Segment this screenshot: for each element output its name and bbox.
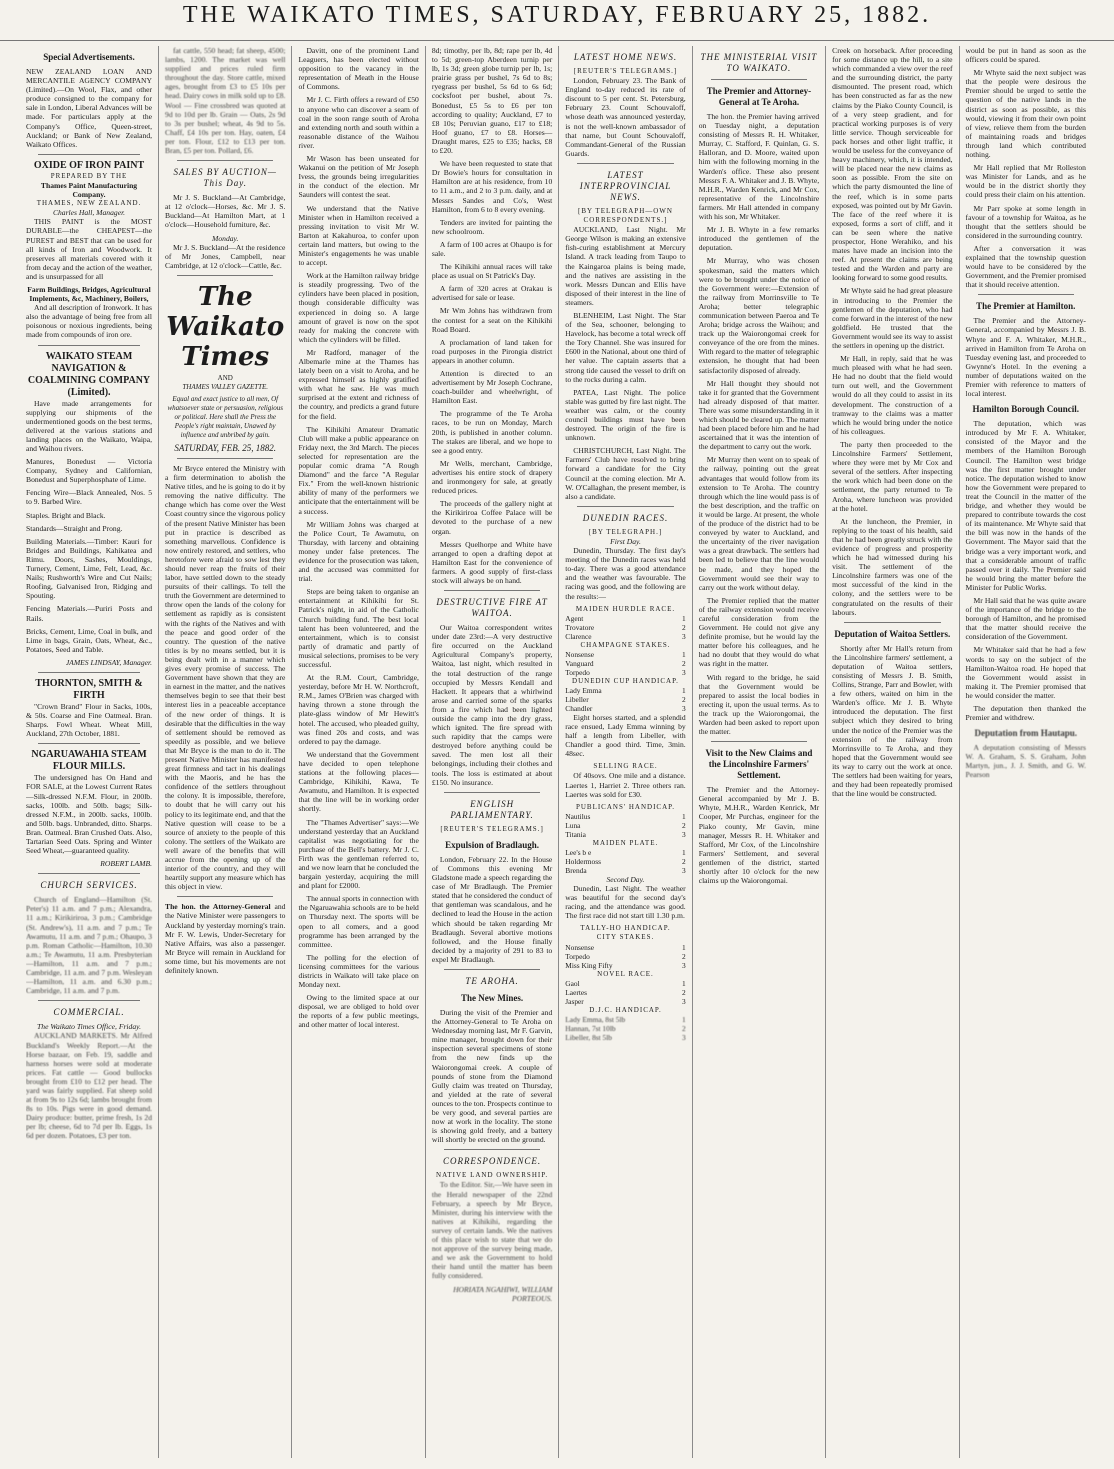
news-item: Davitt, one of the prominent Land Leaguers, has been elected without opposition to the vacancy in the representation of Meath in the House of Commons. bbox=[298, 46, 419, 92]
ad-ngaruawahia-signature: ROBERT LAMB. bbox=[100, 859, 153, 869]
christchurch-news: CHRISTCHURCH, Last Night. The Farmers' Club have resolved to bring forward a candidate for the City Council at the coming election. Mr A. W. O'Callaghan, the present member, is also a candidate. bbox=[565, 446, 686, 501]
race-result-row: Trovatore 2 bbox=[565, 622, 686, 632]
race-result-row: Brenda 3 bbox=[565, 865, 686, 875]
race-result-row: Gaol 1 bbox=[565, 978, 686, 988]
race-title: TALLY-HO HANDICAP. bbox=[580, 924, 671, 933]
divider bbox=[38, 345, 140, 346]
race-result-row: Miss King Fifty 3 bbox=[565, 960, 686, 970]
ministerial-body: Mr Murray, who was chosen spokesman, said the matters which were to be brought under the notice of the Government were:—Extension of the railway from Morrinsville to Te Aroha; better telegraphic communication between Paeroa and Te Aroha; bridge across the Waihou; and track up the Waiorongomai creek for conveyance of the ore from the mines. With regard to the matter of telegraphic extension, he thought that had been satisfactorily disposed of already. bbox=[698, 256, 820, 375]
news-item: Work at the Hamilton railway bridge is steadily progressing. Two of the cylinders have been placed in position, though considerable difficulty was experienced in doing so. A large amount of gravel is now on the spot ready for making the concrete with which the cylinders will be filled. bbox=[298, 271, 419, 344]
dunedin-body: Dunedin, Thursday. The first day's meeting of the Dunedin races was held to-day. There was a good attendance and the weather was favourable. The racing was good, and the following are the results:— bbox=[565, 546, 686, 601]
ad-oxide-title: OXIDE OF IRON PAINT bbox=[33, 159, 145, 171]
market-report-continued: fat cattle, 550 head; fat sheep, 4500; lambs, 1200. The market was well supplied and prices ruled firm throughout the day. Store cattle, mixed ages, brought from £3 to £5 10s per head. Dairy cows in milk sold up to £8. Wool — Fine crossbred was quoted at 9d to 10d per lb. Grain — Oats, 2s 9d to 3s per bushel; wheat, 4s 9d to 5s. Chaff, £4 10s per ton. Hay, oaten, £4 per ton. Flour, £12 to £13 per ton. Bran, £5 per ton. Pollard, £6. bbox=[165, 46, 286, 156]
news-item: A proclamation of land taken for road purposes in the Pirongia district appears in another column. bbox=[431, 337, 553, 365]
divider bbox=[978, 294, 1074, 295]
deputation-body-continued: After a conversation it was explained that the township question would have to be considered by the Government, and the Premier promised that it should receive attention. bbox=[965, 243, 1086, 290]
new-claims-heading: Visit to the New Claims and the Lincolnshire Farmers' Settlement. bbox=[705, 748, 813, 781]
divider bbox=[444, 792, 540, 793]
parliamentary-heading: ENGLISH PARLIAMENTARY. bbox=[450, 798, 534, 820]
ad-fencing-wire: Fencing Wire—Black Annealed, Nos. 5 to 9. Barbed Wire. bbox=[26, 488, 153, 507]
dunedin-races-heading: DUNEDIN RACES. bbox=[582, 512, 669, 523]
news-item: A farm of 100 acres at Ohaupo is for sale. bbox=[431, 239, 553, 258]
church-services-heading: CHURCH SERVICES. bbox=[40, 880, 138, 891]
news-item: Steps are being taken to organise an entertainment at Kihikihi for St. Patrick's night, in aid of the Catholic Church building fund. The best local talent has been volunteered, and the entertainment, which is to consist partly of dramatic and partly of musical selections, promises to be very successful. bbox=[298, 587, 419, 669]
ministerial-body: The hon. the Premier having arrived on Tuesday night, a deputation consisting of Messrs R. H. Whitaker, Murray, C. Stafford, F. Quinlan, G. S. Halloran, and D. Moore, waited upon him with the following morning in the Warden's office. These also present Messrs F. A. Whitaker and J. B. Whyte, M.H.R., Warden Kenrick, and Mr Cox, representative of the Lincolnshire farmers. Mr Hall attended in company with his son, Mr Whitaker. bbox=[698, 112, 820, 222]
divider bbox=[711, 741, 807, 742]
race-result-row: Hannan, 7st 10lb 2 bbox=[565, 1023, 686, 1033]
correspondence-heading: CORRESPONDENCE. bbox=[442, 1156, 542, 1167]
waitoa-deputation-body: Shortly after Mr Hall's return from the Lincolnshire farmers' settlement, a deputation of Waitoa settlers, consisting of Messrs J. B. Smith, Collins, Strange, Parr and Bowler, with a few others, waited on him in the Warden's office. Mr J. B. Whyte introduced the deputation. The first subject which they desired to bring under the notice of the Premier was the extension of the railway from Morrinsville to Te Aroha, and they hoped that the Government would see its way to carry out the work at once. The settlers had been waiting for years, and they had been repeatedly promised that the line would be constructed. bbox=[832, 643, 953, 799]
column-6 bbox=[692, 46, 825, 1458]
race-title: MAIDEN HURDLE RACE. bbox=[575, 604, 676, 613]
news-item: We understand that the Government have decided to open telephone stations at the following places—Cambridge, Kihikihi, Kawa, Te Awamutu, and Hamilton. It is expected that the line will be in working order shortly. bbox=[298, 749, 419, 814]
ministerial-visit-heading: THE MINISTERIAL VISIT TO WAIKATO. bbox=[700, 52, 818, 73]
race-results bbox=[565, 848, 685, 875]
auckland-news: AUCKLAND, Last Night. Mr George Wilson is making an extensive fish-curing establishment at Mercury Island. A track leading from Taupo to the Kaingaroa plains is being made, and the natives are assisting in the work. Messrs Duncan and Ellis have disposed of their interest in the line of steamers. bbox=[565, 225, 686, 307]
church-services-body: Church of England—Hamilton (St. Peter's) 11 a.m. and 7 p.m.; Alexandra, 11 a.m.; Kirikiriroa, 3 p.m.; Cambridge (St. Andrew's), 11 a.m. and 7 p.m.; Te Awamutu, 11 a.m. and 7 p.m.; Ohaupo, 3 p.m. Roman Catholic—Hamilton, 10.30 a.m.; Te Awamutu, 11 a.m. Presbyterian—Hamilton, 11 a.m. and 7 p.m.; Cambridge, 11 a.m. and 7 p.m. Wesleyan—Hamilton, 11 a.m. and 6.30 p.m.; Cambridge, 11 a.m. and 7 p.m. bbox=[26, 895, 153, 996]
parliamentary-body: London, February 22. In the House of Commons this evening Mr Gladstone made a speech regarding the case of Mr Bradlaugh. The Premier stated that he considered the conduct of that gentleman was scandalous, and he declined to lead the House in the action which should be taken regarding Mr Bradlaugh. Several abortive motions followed, and the House finally decided by a majority of 291 to 83 to expel Mr Bradlaugh. bbox=[431, 854, 553, 964]
waitoa-deputation-heading: Deputation of Waitoa Settlers. bbox=[834, 628, 951, 639]
column-2 bbox=[158, 46, 291, 1458]
divider bbox=[444, 590, 540, 591]
divider bbox=[577, 506, 673, 507]
attorney-general-body: and the Native Minister were passengers to Auckland by yesterday morning's train. Mr F. W. Lewis, Under-Secretary for Native Affairs, was also a passenger. Mr Bryce will remain in Auckland for some time, but his movements are not definitely known. bbox=[165, 902, 286, 976]
paper-date: SATURDAY, FEB. 25, 1882. bbox=[174, 442, 277, 453]
race-title: PUBLICANS' HANDICAP. bbox=[575, 802, 676, 811]
masthead bbox=[0, 0, 1114, 41]
ad-waikato-steam-body: Have made arrangements for supplying our shipments of the undermentioned goods on the best terms, delivered at the various stations and landing places on the Waikato, Waipa, and Waihou rivers. bbox=[26, 398, 153, 453]
divider bbox=[177, 275, 273, 276]
race-result-row: Lee's b e 1 bbox=[565, 847, 686, 857]
divider bbox=[177, 160, 273, 161]
bradlaugh-title: Expulsion of Bradlaugh. bbox=[445, 839, 539, 850]
home-news-body: London, February 23. The Bank of England to-day reduced its rate of discount to 5 per cent. St. Petersburg, February 23. Count Schouvaloff, whose death was announced yesterday, is not the well-known ambassador of that name, but Count Schouvaloff, Commandant-General of the Russian Guards. bbox=[565, 76, 686, 158]
ad-oxide-manager: Charles Hall, Manager. bbox=[52, 208, 126, 218]
ministerial-body: The Premier replied that the matter of the railway extension would receive careful consideration from the Government. He could not give any definite promise, but he would lay the matter before his colleagues, and he had no doubt that they would do what was right in the matter. bbox=[698, 595, 820, 669]
premier-hamilton-body: The Premier and the Attorney-General, accompanied by Messrs J. B. Whyte and F. A. Whitaker, M.H.R., arrived in Hamilton from Te Aroha on Tuesday evening last, and proceeded to Gwynne's Hotel. In the evening a number of deputations waited on the Premier with reference to matters of local interest. bbox=[965, 316, 1086, 399]
ad-manures: Manures, Bonedust — Victoria Company, Sydney and Californian, Bonedust and Superphosphate of Lime. bbox=[26, 457, 153, 485]
race-result-row: Lady Emma, 8st 5lb 1 bbox=[565, 1014, 686, 1024]
paper-motto: Equal and exact justice to all men, Of whatsoever state or persuasion, religious or political. Here shall the Press the People's right maintain, Unawed by influence and unbribed by gain. bbox=[167, 394, 283, 439]
dunedin-second-day: Second Day. bbox=[606, 874, 645, 884]
ministerial-body: With regard to the bridge, he said that the Government would be prepared to assist the local bodies in erecting it, upon the usual terms. As to the track up the Waiorongomai, the Warden had been asked to report upon the matter. bbox=[698, 672, 820, 737]
race-result-row: Chandler 3 bbox=[565, 703, 686, 713]
ad-oxide-more: And all description of Ironwork. It has also the advantage of being free from all poisonous or noxious ingredients, being made from compounds of iron ore. bbox=[26, 303, 153, 340]
divider bbox=[444, 1149, 540, 1150]
paper-title-and: AND bbox=[217, 373, 233, 382]
te-aroha-body: During the visit of the Premier and the Attorney-General to Te Aroha on Wednesday morning last, Mr F. Garvin, mine manager, brought down for their inspection several specimens of stone from the new finds up the Waiorongomai creek. A couple of pounds of stone from the Diamond Gully claim was treated on Thursday, and yielded at the rate of several ounces to the ton. Prospects continue to be very good, and several parties are now at work in the locality. The stone is showing gold freely, and a battery will shortly be erected on the ground. bbox=[431, 1007, 553, 1145]
race-result-row: Vanguard 2 bbox=[565, 658, 686, 668]
news-item: Attention is directed to an advertisement by Mr Joseph Cochrane, coach-builder and wheelwright, of Hamilton East. bbox=[431, 369, 553, 406]
news-item: The Kihikihi Amateur Dramatic Club will make a public appearance on Friday next, the 3rd March. The pieces selected for representation are the popular comic drama "A Rough Diamond" and the farce "A Regular Fix." From the well-known histrionic ability of many of the performers we anticipate that the entertainment will be a success. bbox=[298, 424, 419, 516]
race-results bbox=[565, 979, 685, 1006]
ministerial-body-continued: At the luncheon, the Premier, in replying to the toast of his health, said that he had been greatly struck with the evidence of progress and prosperity which he had witnessed during his visit. The settlement of the Lincolnshire farmers was one of the most successful of the kind in the colony, and the settlers were to be congratulated on the results of their labours. bbox=[832, 516, 953, 617]
newspaper-masthead-title: THE WAIKATO TIMES, SATURDAY, FEBRUARY 25, 1882. bbox=[182, 2, 932, 28]
race-result-row: Lady Emma 1 bbox=[565, 685, 686, 695]
editorial-body: Mr Bryce entered the Ministry with a firm determination to abolish the Native titles, and he is going to do it by removing the native difficulty. The change which has come over the West Coast country since the vigorous policy of the present Native Minister has been put in practice is described as something marvellous. Confidence is now entirely restored, and settlers, who heretofore were afraid to sow lest they should never reap the fruits of their labor, have settled down to the steady pursuits of their callings. To tell the truth the Government are determined to throw open the lands of the colony for settlement as rapidly as is consistent with the rights of the Natives and with the peace and good order of the country. The question of the native titles is by no means settled, but it is being dealt with in a manner which gives every promise of success. The Government have shown that they are in earnest in the matter, and the natives themselves begin to see that their best interest lies in a peaceable acceptance of the new order of things. It is desirable that the difficulties in the way of settlement should be removed as speedily as possible, and we believe that Mr Bryce is the man to do it. The present Native Minister has manifested great firmness and tact in his dealings with the Maoris, and he has the confidence of the settlers throughout the colony. It is impossible, therefore, to doubt that he will carry out his policy to its legitimate end, and that the Native question will cease to be a source of anxiety to the people of this colony. The settlers of the Waikato are well aware of the benefits that will accrue from the opening up of the interior of the country, and they will heartily support any measure which has this object in view. bbox=[165, 463, 286, 892]
interprovincial-sub: [BY TELEGRAPH—OWN CORRESPONDENTS.] bbox=[578, 206, 673, 225]
race-results bbox=[565, 650, 685, 677]
ad-nz-loan: NEW ZEALAND LOAN AND MERCANTILE AGENCY COMPANY (Limited).—On Wool, Flax, and other produce consigned to the company for sale in London, Liberal Advances will be made. For particulars apply at the Company's Office, Queen-street, Auckland; or Bank of New Zealand, Waikato Offices. bbox=[26, 67, 153, 149]
news-item: Mr Radford, manager of the Albemarle mine at the Thames has lately been on a visit to Aroha, and he expressed himself as highly gratified with what he saw. He was much surprised at the extent and richness of the country, and predicts a grand future for the field. bbox=[298, 347, 419, 421]
column-4 bbox=[425, 46, 558, 1458]
ad-thornton-body: "Crown Brand" Flour in Sacks, 100s, & 50s. Coarse and Fine Oatmeal. Bran. Sharps. Fowl Wheat. Wheat Mill, Auckland, 27th October, 1881. bbox=[26, 701, 153, 739]
race-title: CITY STAKES. bbox=[596, 933, 655, 942]
race-comment: Of 40sovs. One mile and a distance. Laertes 1, Harriet 2. Three others ran. Laertes was sold for £30. bbox=[565, 771, 686, 799]
race-title: NOVEL RACE. bbox=[597, 969, 654, 978]
news-item: 8d; timothy, per lb, 8d; rape per lb, 4d to 5d; green-top Aberdeen turnip per lb, 1s 3d; green globe turnip per lb, 1s; prairie grass per bushel, 7s 6d to 8s; ryegrass per bushel, 5s 6d to 6s 6d; cocksfoot per bushel, about 7s. Bonedust, £5 5s to £6 per ton according to quality; Auckland, £7 to £8 10s; Peruvian guano, £17 to £18; Hoof guano, £7 to £8. Horses—Draught mares, £25 to £35; hacks, £8 to £20. bbox=[431, 46, 553, 156]
race-result-row: Libeller 2 bbox=[565, 694, 686, 704]
fire-body: Our Waitoa correspondent writes under date 23rd:—A very destructive fire occurred on the Auckland Agricultural Company's property, Waitoa, last night, which resulted in the total destruction of the range occupied by Messrs Kendall and Hackett. It appears that a whirlwind arose and carried some of the sparks from a fire which had been lighted outside the camp into the dry grass, which ignited. The fire spread with such rapidity that the camps were destroyed before anything could be saved. The men lost all their belongings, including their clothes and tools. The loss is estimated at about £150. No insurance. bbox=[431, 623, 553, 787]
news-item: The proceeds of the gallery night at the Kirikiriroa Coffee Palace will be devoted to the purchase of a new organ. bbox=[431, 499, 553, 536]
news-item: A farm of 320 acres at Orakau is advertised for sale or lease. bbox=[431, 284, 553, 303]
race-result-row: Agent 1 bbox=[565, 613, 686, 623]
deputation-body-continued: Mr Parr spoke at some length in favour of a township for Waitoa, as he thought that the settlers should be considered in the surrounding country. bbox=[965, 203, 1086, 240]
ad-staples: Staples. Bright and Black. bbox=[26, 510, 106, 520]
race-result-row: Jasper 3 bbox=[565, 996, 686, 1006]
premier-hamilton-heading: The Premier at Hamilton. bbox=[976, 301, 1076, 312]
commercial-sub: The Waikato Times Office, Friday. bbox=[37, 1022, 141, 1032]
news-item: Owing to the limited space at our disposal, we are obliged to hold over the reports of a few public meetings, and other matter of local interest. bbox=[298, 993, 419, 1030]
news-item: The polling for the election of licensing committees for the various districts in Waikato will take place on Monday next. bbox=[298, 952, 419, 990]
hautapu-deputation-body: A deputation consisting of Messrs W. A. Graham, S. S. Graham, John Martyn, jun., J. J. Smith, and G. W. Pearson bbox=[965, 743, 1086, 780]
deputation-body-continued: would be put in hand as soon as the officers could be spared. bbox=[965, 46, 1086, 65]
news-item: The programme of the Te Aroha races, to be run on Monday, March 20th, is published in another column. The stakes are liberal, and we hope to see a good entry. bbox=[431, 409, 553, 455]
dunedin-first-day: First Day. bbox=[610, 536, 641, 546]
borough-council-body: The deputation, which was introduced by Mr F. A. Whitaker, consisted of the Mayor and the members of the Hamilton Borough Council. The Hamilton west bridge was the first matter brought under notice. The deputation wished to know how the Government were prepared to treat the Council in the matter of the bridge, and whether they would be prepared to contribute towards the cost of its maintenance. Mr Whyte said that the bill was now in the hands of the Government. The Mayor said that the bridge was a very important work, and that a considerable amount of traffic passed over it daily. The Premier said he would bring the matter before the Minister for Public Works. bbox=[965, 419, 1086, 592]
new-mines-title: The New Mines. bbox=[460, 992, 524, 1003]
divider bbox=[711, 79, 807, 80]
divider bbox=[444, 969, 540, 970]
paper-subtitle: THAMES VALLEY GAZETTE. bbox=[182, 382, 269, 391]
race-title: MAIDEN PLATE. bbox=[592, 838, 659, 847]
ad-waikato-steam-signature: JAMES LINDSAY, Manager. bbox=[65, 657, 153, 667]
race-result-row: Holdermoss 2 bbox=[565, 856, 686, 866]
news-item: We understand that the Native Minister when in Hamilton received a pressing invitation to visit Mr W. Barton at Kakahuroa, to confer upon certain land matters, but owing to the Minister's engagements he was unable to accept. bbox=[298, 203, 419, 268]
correspondence-body: To the Editor. Sir,—We have seen in the Herald newspaper of the 22nd February, a speech by Mr Bryce, Minister, during his interview with the natives at Kihikihi, regarding the survey of certain lands. We the natives of this place wish to state that we do not approve of the survey being made, and we ask the Government to hold their hand until the matter has been fully considered. bbox=[431, 1180, 553, 1281]
race-result-row: Nonsense 1 bbox=[565, 942, 686, 952]
commercial-body: AUCKLAND MARKETS. Mr Alfred Buckland's Weekly Report.—At the Horse bazaar, on Feb. 19, saddle and harness horses were sold at moderate prices. Fat cattle — Good bullocks brought from £10 to £12 per head. The yard was fairly supplied. Fat sheep sold at from 9s to 12s 6d; lambs brought from 8s to 10s. Pigs were in good demand. Dairy produce: butter, prime fresh, 1s 2d per lb; cheese, 6d to 7d per lb. Eggs, 1s 6d per dozen. Potatoes, £3 per ton. bbox=[26, 1031, 153, 1141]
race-title: D.J.C. HANDICAP. bbox=[589, 1005, 662, 1014]
race-results bbox=[565, 686, 685, 713]
paper-title: The Waikato Times bbox=[166, 281, 285, 372]
blenheim-news: BLENHEIM, Last Night. The Star of the Sea, schooner, belonging to Havelock, has become a total wreck off the Tory Channel. She was insured for £600 in the National, about one third of her value. The captain asserts that a strong tide caused the vessel to drift on to the rocks during a calm. bbox=[565, 310, 686, 384]
divider bbox=[38, 154, 140, 155]
news-item: Mr J. C. Firth offers a reward of £50 to anyone who can discover a seam of coal in the soon range south of Aroha and extending north and south within a reasonable distance of the Waihou river. bbox=[298, 95, 419, 150]
news-item: Mr Wason has been unseated for Wakanui on the petition of Mr Joseph Ivess, the grounds being irregularities in the conduct of the election. Mr Saunders will contest the seat. bbox=[298, 154, 419, 200]
news-item: The "Thames Advertiser" says:—We understand yesterday that an Auckland capitalist was negotiating for the purchase of the Bell's battery. Mr J. C. Firth was the gentleman referred to, and we now learn that he concluded the bargain yesterday, acquiring the mill and plant for £2000. bbox=[298, 817, 419, 891]
race-result-row: Nonsense 1 bbox=[565, 649, 686, 659]
race-comment: Eight horses started, and a splendid race ensued, Lady Emma winning by half a length from Libeller, with Chandler a good third. Time, 3min. 48sec. bbox=[565, 712, 686, 759]
ministerial-body-continued: Creek on horseback. After proceeding for some distance up the hill, to a site which commanded a view over the reef and the surrounding district, the party dismounted. The present road, which has been constructed as far as the new claims by the Piako County Council, is of a very steep gradient, and for practical working purposes is of very little service. Though serviceable for pack horses and other light traffic, it would be useless for the conveyance of heavy machinery, which, it is intended, will be placed near the new claims as soon as possible. From the site on which the party dismounted the line of the reef, which is in some parts exposed, was pointed out by Mr Gavin. The face of the reef where it is exposed, forms a sort of cliff, and it can be seen where the native prospector, Hone Werahiko, and his mates have made an incision into the reef. At present the claims are being tested and the Warden and party are looking forward to some good results. bbox=[832, 46, 953, 283]
ministerial-body: Mr J. B. Whyte in a few remarks introduced the gentlemen of the deputation. bbox=[698, 225, 820, 253]
ad-oxide-place: THAMES, NEW ZEALAND. bbox=[36, 199, 142, 208]
correspondence-signature: HORIATA NGAHIWI, WILLIAM PORTEOUS. bbox=[453, 1284, 553, 1303]
borough-council-heading: Hamilton Borough Council. bbox=[972, 404, 1080, 415]
fire-heading: DESTRUCTIVE FIRE AT WAITOA. bbox=[436, 597, 548, 619]
news-item: Mr Wm Johns has withdrawn from the contest for a seat on the Kihikihi Road Board. bbox=[431, 306, 553, 334]
race-result-row: Clarence 3 bbox=[565, 631, 686, 641]
divider bbox=[177, 458, 273, 459]
dunedin-races-sub: [BY TELEGRAPH.] bbox=[588, 527, 663, 536]
patea-news: PATEA, Last Night. The police stable was gutted by fire last night. The weather was calm, or the county council buildings must have been destroyed. The origin of the fire is unknown. bbox=[565, 387, 686, 443]
commercial-heading: COMMERCIAL. bbox=[53, 1007, 125, 1018]
news-item: Mr Wells, merchant, Cambridge, advertises his entire stock of drapery and ironmongery for sale, at greatly reduced prices. bbox=[431, 458, 553, 496]
race-results bbox=[565, 614, 685, 641]
race-result-row: Torpedo 2 bbox=[565, 951, 686, 961]
deputation-body-continued: Mr Hall replied that Mr Rolleston was Minister for Lands, and as he would be in the district shortly they could press their claim on his attention. bbox=[965, 163, 1086, 200]
column-5 bbox=[558, 46, 691, 1458]
race-result-row: Laertes 2 bbox=[565, 987, 686, 997]
news-item: We have been requested to state that Dr Bowie's hours for consultation in Hamilton are at his residence, from 10 to 11 a.m., and 2 to 3 p.m. daily, and at Messrs Sandes and Co's, West Hamilton, from 6 to 8 every evening. bbox=[431, 159, 553, 214]
news-item: Messrs Quelhorpe and White have arranged to open a drafting depot at Hamilton East for the convenience of farmers. A good supply of first-class stock will always be on hand. bbox=[431, 539, 553, 585]
ad-oxide-prepared: PREPARED BY THE bbox=[50, 171, 128, 180]
divider bbox=[844, 622, 940, 623]
ad-oxide-list: Farm Buildings, Bridges, Agricultural Implements, &c, Machinery, Boilers, bbox=[27, 284, 151, 304]
news-item: At the R.M. Court, Cambridge, yesterday, before Mr H. W. Northcroft, R.M., James O'Brien was charged with having thrown a stone through the plate-glass window of Mr Hewitt's hotel. The accused, who pleaded guilty, was fined 20s and costs, and was ordered to pay the damage. bbox=[298, 673, 419, 746]
second-day-body: Dunedin, Last Night. The weather was beautiful for the second day's racing, and the attendance was good. The first race did not start till 1.30 p.m. bbox=[565, 884, 686, 921]
ad-waikato-steam-title: WAIKATO STEAM NAVIGATION & COALMINING COMPANY (Limited). bbox=[27, 350, 151, 398]
ad-building-materials: Building Materials.—Timber: Kauri for Bridges and Buildings, Kahikatea and Rimu. Doors, Sashes, Mouldings, Turnery, Cement, Lime, Felt, Lead, &c. Nails; Rushworth's Wire and Cut Nails; Roofing, Galvanised Iron, Ridging and Spouting. bbox=[26, 536, 153, 601]
column-8 bbox=[959, 46, 1092, 1458]
race-result-row: Libeller, 8st 5lb 3 bbox=[565, 1032, 686, 1042]
home-news-heading: LATEST HOME NEWS. bbox=[573, 52, 678, 62]
ad-standards: Standards—Straight and Prong. bbox=[26, 523, 123, 533]
race-result-row: Nautilus 1 bbox=[565, 811, 686, 821]
race-result-row: Luna 2 bbox=[565, 820, 686, 830]
ministerial-body-continued: The party then proceeded to the Lincolnshire Farmers' Settlement, where they were met by Mr Cox and several of the settlers. After inspecting the work which had been done on the settlement, the party returned to Te Aroha, where luncheon was provided at the hotel. bbox=[832, 439, 953, 513]
race-results bbox=[565, 943, 685, 970]
race-results bbox=[565, 812, 685, 839]
auction-body: Mr J. S. Buckland—At Cambridge, at 12 o'clock—Horses, &c. Mr J. S. Buckland—At Hamilton Mart, at 1 o'clock—Household furniture, &c. bbox=[165, 193, 286, 230]
hautapu-deputation-heading: Deputation from Hautapu. bbox=[974, 728, 1078, 739]
news-item: The annual sports in connection with the Ngaruawahia schools are to be held on Thursday next. The sports will be open to all comers, and a good programme has been arranged by the committee. bbox=[298, 894, 419, 949]
ministerial-body: Mr Murray then went on to speak of the railway, pointing out the great advantages that would follow from its extension to Te Aroha. The country through which the line would pass is of the best description, and the traffic on it would be large. At present, the whole of the produce of the district had to be conveyed by water to Auckland, and the uncertainty of the river navigation was a great drawback. The settlers had been led to believe that the line would be made, and they hoped the Government would see their way to carry out the work without delay. bbox=[698, 455, 820, 592]
race-title: DUNEDIN CUP HANDICAP. bbox=[572, 676, 679, 685]
divider bbox=[38, 672, 140, 673]
ad-oxide-body: THIS PAINT is the MOST DURABLE—the CHEAPEST—the PUREST and BEST that can be used for all kinds of Iron and Woodwork. It preserves all materials covered with it from decay and the action of the weather, and is unsurpassed for all bbox=[26, 217, 153, 281]
ad-bricks: Bricks, Cement, Lime, Coal in bulk, and Lime in bags, Grain, Oats, Wheat, &c., Potatoes, Seed and Table. bbox=[26, 626, 153, 654]
ad-ngaruawahia-title: NGARUAWAHIA STEAM FLOUR MILLS. bbox=[31, 749, 147, 773]
parliamentary-sub: [REUTER'S TELEGRAMS.] bbox=[440, 824, 544, 833]
column-3 bbox=[291, 46, 424, 1458]
news-item: The Kihikihi annual races will take place as usual on St Patrick's Day. bbox=[431, 262, 553, 281]
auction-heading: SALES BY AUCTION—This Day. bbox=[173, 167, 277, 189]
race-results bbox=[565, 1015, 685, 1042]
divider bbox=[38, 743, 140, 744]
new-claims-body: The Premier and the Attorney-General accompanied by Mr J. B. Whyte, M.H.R., Warden Kenrick, Mr Cooper, Mr Purchas, engineer for the Piako county, Mr Gavin, mine manager, Messrs R. H. Whitaker and Stafford, Mr Cox, of the Lincolnshire Farmers' Settlement, and several gentlemen of the district, started shortly after 10 o'clock for the new claims up the Waiorongomai. bbox=[698, 785, 820, 886]
deputation-body-continued: Mr Whyte said the next subject was that the people were desirous the Premier should be urged to settle the question of the native lands in the district as soon as possible, as this would, viewing it from their own point of view, relieve them from the burden of maintaining roads and bridges through land which contributed nothing. bbox=[965, 68, 1086, 160]
ministerial-body-continued: Mr Whyte said he had great pleasure in introducing to the Premier the gentlemen of the deputation, who had come forward in the interest of the new goldfield. He trusted that the Government would see its way to assist the settlers in opening up the district. bbox=[832, 286, 953, 350]
borough-council-body: Mr Hall said that he was quite aware of the importance of the bridge to the borough of Hamilton, and he promised that the matter should receive the consideration of the Government. bbox=[965, 595, 1086, 642]
home-news-sub: [REUTER'S TELEGRAMS.] bbox=[573, 67, 678, 75]
auction-monday-body: Mr J. S. Buckland—At the residence of Mr Jones, Campbell, near Cambridge, at 12 o'clock—Cattle, &c. bbox=[165, 242, 286, 270]
race-result-row: Torpedo 3 bbox=[565, 667, 686, 677]
race-result-row: Titania 3 bbox=[565, 829, 686, 839]
ad-fencing-materials: Fencing Materials.—Puriri Posts and Rails. bbox=[26, 604, 153, 623]
column-1 bbox=[26, 46, 158, 1458]
divider bbox=[177, 896, 273, 897]
special-ads-heading: Special Advertisements. bbox=[43, 52, 135, 62]
borough-council-body: The deputation then thanked the Premier and withdrew. bbox=[965, 704, 1086, 723]
ministerial-visit-sub: The Premier and Attorney-General at Te Aroha. bbox=[706, 86, 812, 107]
divider bbox=[38, 873, 140, 874]
news-item: Mr William Johns was charged at the Police Court, Te Awamutu, on Thursday, with larceny and obtaining money under false pretences. The evidence for the prosecution was taken, and the accused was committed for trial. bbox=[298, 519, 419, 584]
divider bbox=[577, 163, 673, 164]
interprovincial-heading: LATEST INTERPROVINCIAL NEWS. bbox=[579, 169, 672, 202]
divider bbox=[38, 1000, 140, 1001]
ad-ngaruawahia-body: The undersigned has On Hand and FOR SALE, at the Lowest Current Rates—Silk-dressed N.F.M. Flour, in 200lb. sacks, 100lb. and 50lb. bags; Silk-dressed N.F.M., in 200lb. sacks, 100lb. and 50lb. bags. Unbranded, ditto. Sharps. Bran. Oatmeal. Bran Crushed Oats. Also, Tartarian Seed Oats. Spring and Winter Seed Wheat,—guaranteed quality. bbox=[26, 773, 153, 856]
column-7 bbox=[825, 46, 958, 1458]
ad-oxide-company: Thames Paint Manufacturing Company. bbox=[40, 180, 138, 200]
borough-council-body: Mr Whitaker said that he had a few words to say on the subject of the Hamilton-Waitoa road. He hoped that the Government would assist in making it. The Premier promised that he would consider the matter. bbox=[965, 645, 1086, 700]
newspaper-columns bbox=[26, 46, 1092, 1458]
ad-thornton-title: THORNTON, SMITH & FIRTH bbox=[35, 677, 143, 701]
te-aroha-heading: TE AROHA. bbox=[465, 975, 519, 986]
race-title: CHAMPAGNE STAKES. bbox=[580, 640, 671, 649]
attorney-general-lead: The hon. the Attorney-General bbox=[165, 902, 271, 912]
race-title: SELLING RACE. bbox=[593, 762, 658, 771]
news-item: Tenders are invited for painting the new schoolroom. bbox=[431, 217, 553, 236]
ministerial-body-continued: Mr Hall, in reply, said that he was much pleased with what he had seen. He had no doubt that the field would turn out well, and the Government would do all they could to assist in its development. The construction of a tramway to the claims was a matter which he would bring under the notice of his colleagues. bbox=[832, 354, 953, 436]
ministerial-body: Mr Hall thought they should not take it for granted that the Government had already disposed of that matter. There was some misunderstanding in it which should be cleared up. The matter had been placed before him and he had ascertained that it was the intention of the department to carry out the work. bbox=[698, 378, 820, 452]
auction-monday: Monday. bbox=[212, 233, 239, 243]
native-land-title: NATIVE LAND OWNERSHIP. bbox=[436, 1171, 549, 1180]
